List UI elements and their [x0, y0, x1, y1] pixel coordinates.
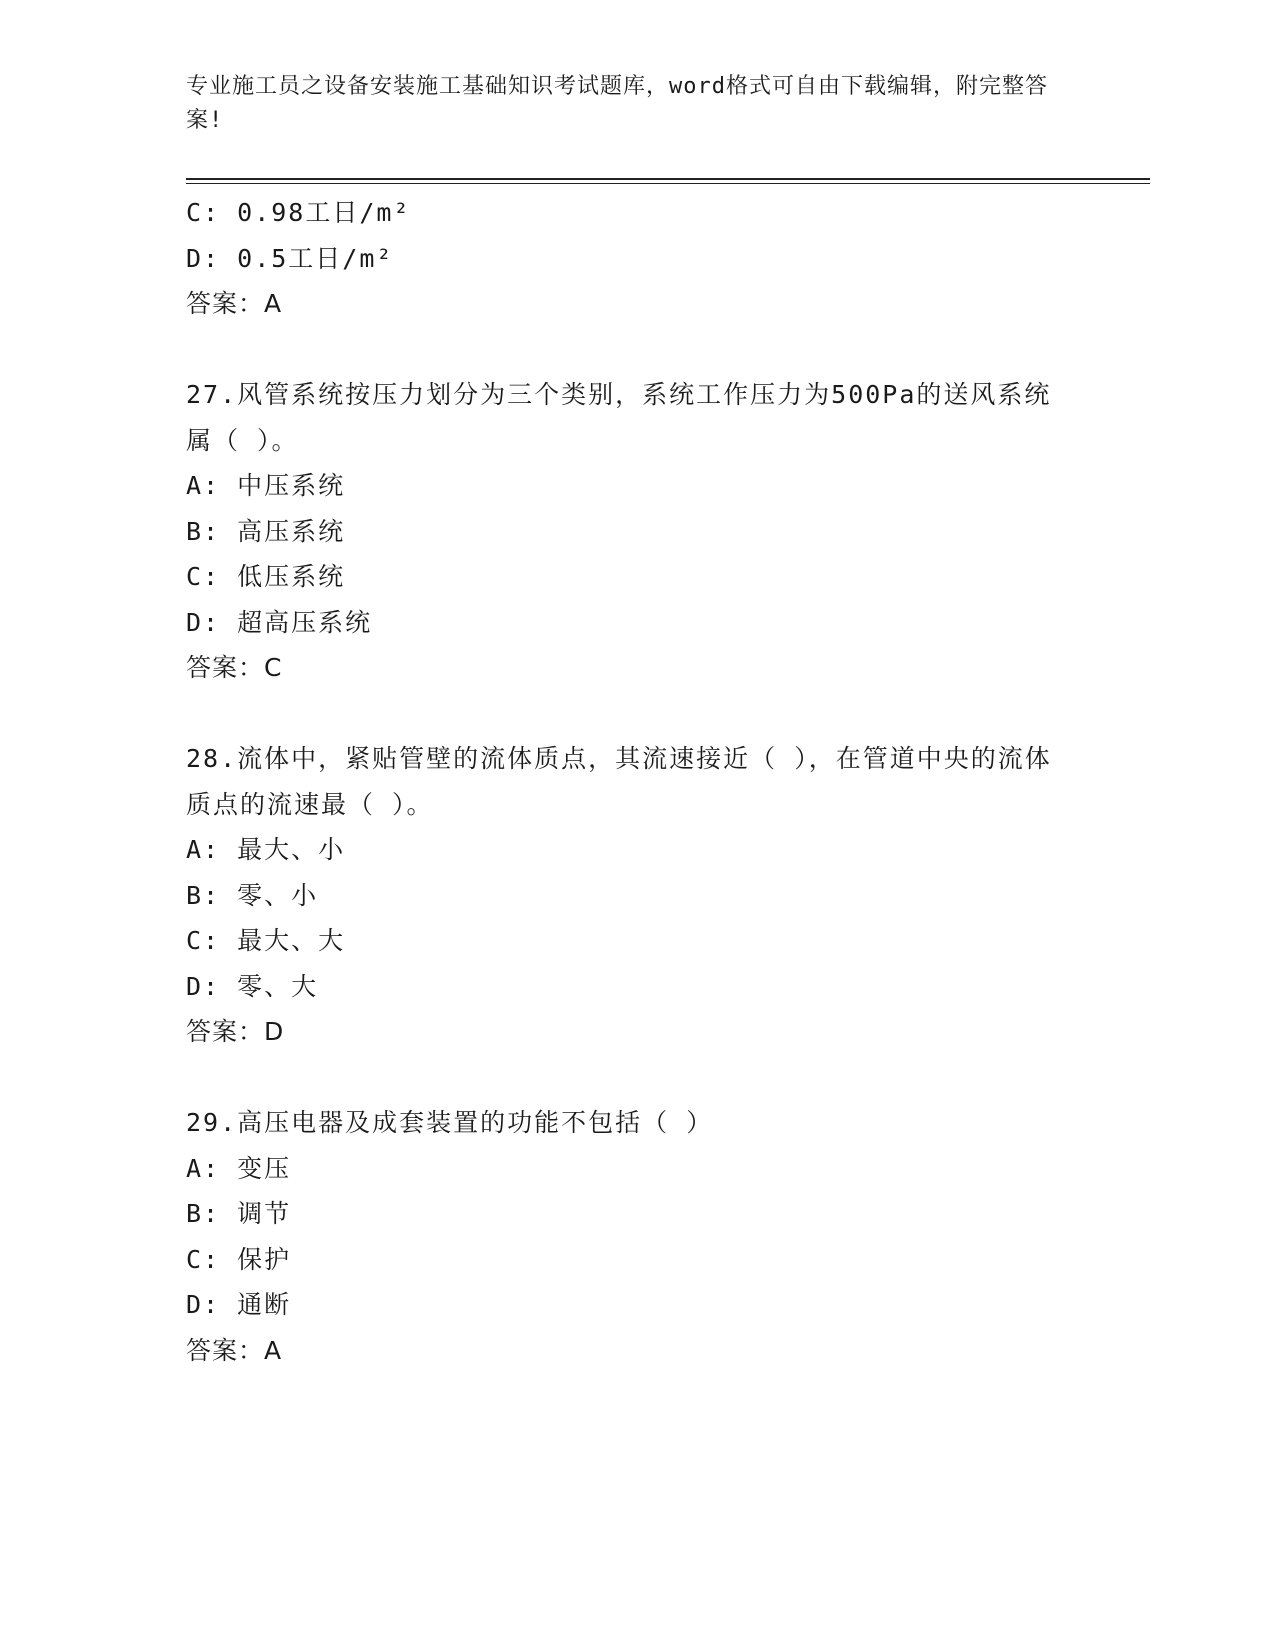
option-b: B: 高压系统 — [186, 516, 346, 546]
spacer — [186, 1055, 1086, 1101]
option-d: D: 零、大 — [186, 971, 319, 1001]
option-d: D: 0.5工日/m² — [186, 243, 394, 273]
spacer — [186, 691, 1086, 737]
question-27 — [186, 372, 1086, 691]
answer-line: 答案：A — [186, 1335, 283, 1365]
option-c: C: 保护 — [186, 1244, 292, 1274]
spacer — [186, 327, 1086, 373]
carryover-question — [186, 190, 1086, 327]
option-d: D: 通断 — [186, 1290, 292, 1319]
header-rule-thin — [186, 183, 1150, 184]
answer-line: 答案：D — [186, 1017, 285, 1046]
question-29 — [186, 1100, 1086, 1373]
page-header: 专业施工员之设备安装施工基础知识考试题库，word格式可自由下载编辑，附完整答案! — [186, 74, 1048, 133]
question-stem: 29.高压电器及成套装置的功能不包括（ ） — [186, 1108, 714, 1137]
option-b: B: 零、小 — [186, 880, 319, 910]
option-d: D: 超高压系统 — [186, 607, 373, 637]
header-rule-thick — [186, 178, 1150, 180]
question-28 — [186, 736, 1086, 1055]
option-a: A: 变压 — [186, 1153, 292, 1183]
answer-line: 答案：A — [186, 289, 283, 318]
option-c: C: 低压系统 — [186, 562, 346, 591]
option-c: C: 最大、大 — [186, 926, 346, 955]
option-a: A: 最大、小 — [186, 835, 346, 864]
option-b: B: 调节 — [186, 1199, 292, 1228]
option-a: A: 中压系统 — [186, 471, 346, 500]
question-stem: 27.风管系统按压力划分为三个类别，系统工作压力为500Pa的送风系统属（ ）。 — [186, 380, 1052, 455]
question-list — [186, 190, 1086, 1373]
question-stem: 28.流体中，紧贴管壁的流体质点，其流速接近（ ），在管道中央的流体质点的流速最（ ）。 — [186, 744, 1052, 819]
answer-line: 答案：C — [186, 653, 283, 682]
option-c: C: 0.98工日/m² — [186, 198, 411, 227]
